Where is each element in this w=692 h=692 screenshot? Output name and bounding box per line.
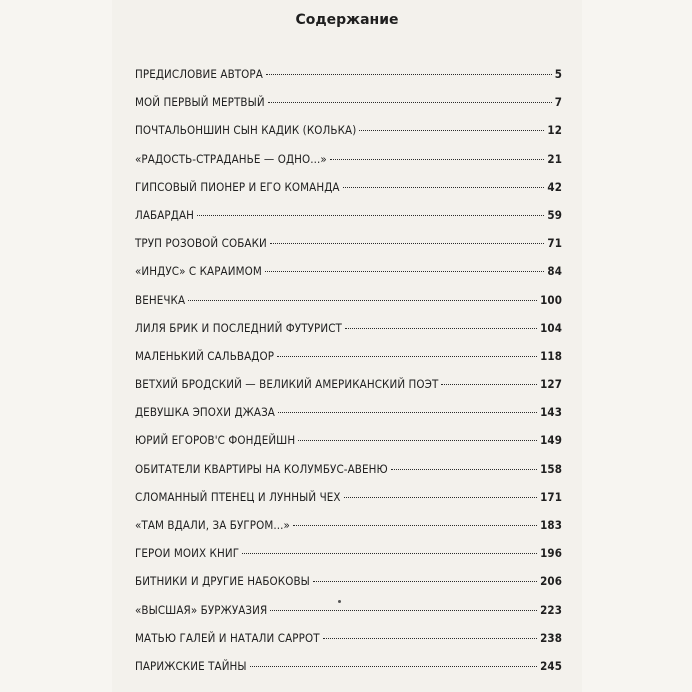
toc-entry-title: ЮРИЙ ЕГОРОВ'С ФОНДЕЙШН <box>135 433 296 448</box>
dot-leader <box>197 215 544 216</box>
dot-leader <box>330 159 545 160</box>
dot-leader <box>293 525 537 526</box>
toc-entry-page-number: 127 <box>540 377 562 392</box>
dot-leader <box>323 638 537 639</box>
toc-entry-page-number: 21 <box>547 151 562 166</box>
dot-leader <box>266 74 552 75</box>
dot-leader <box>343 187 545 188</box>
dot-leader <box>242 553 537 554</box>
toc-entry-title: ПРЕДИСЛОВИЕ АВТОРА <box>135 67 263 81</box>
toc-entry <box>135 229 562 257</box>
dot-leader <box>298 440 537 441</box>
toc-entry-title: ВЕНЕЧКА <box>135 292 186 307</box>
dot-leader <box>268 102 552 103</box>
toc-entry-page-number: 206 <box>540 574 562 589</box>
toc-entry-page-number: 238 <box>540 630 562 645</box>
toc-entry-page-number: 158 <box>540 461 562 476</box>
print-speck <box>338 600 341 603</box>
toc-entry <box>135 314 562 342</box>
toc-entry-title: ДЕВУШКА ЭПОХИ ДЖАЗА <box>135 405 275 420</box>
toc-entry <box>135 511 562 539</box>
toc-entry-page-number: 7 <box>554 95 562 110</box>
toc-entry-title: ПОЧТАЛЬОНШИН СЫН КАДИК (КОЛЬКА) <box>135 123 357 138</box>
toc-entry <box>135 116 562 144</box>
toc-entry-page-number: 42 <box>547 179 562 194</box>
toc-entry-page-number: 104 <box>540 320 562 335</box>
dot-leader <box>391 469 537 470</box>
toc-entry-page-number: 100 <box>540 292 562 307</box>
toc-entry-title: ПАРИЖСКИЕ ТАЙНЫ <box>135 658 247 673</box>
toc-entry <box>135 88 562 116</box>
toc-entry-title: ТРУП РОЗОВОЙ СОБАКИ <box>135 236 267 251</box>
toc-entry <box>135 567 562 595</box>
toc-entry <box>135 398 562 426</box>
toc-entry <box>135 652 562 680</box>
toc-entry-page-number: 183 <box>540 518 562 532</box>
toc-entry-page-number: 143 <box>540 405 562 420</box>
toc-entry <box>135 624 562 652</box>
dot-leader <box>313 581 537 582</box>
toc-entry-title: «РАДОСТЬ-СТРАДАНЬЕ — ОДНО...» <box>135 151 327 166</box>
toc-entry <box>135 539 562 567</box>
toc-entry-title: ЛИЛЯ БРИК И ПОСЛЕДНИЙ ФУТУРИСТ <box>135 320 342 335</box>
toc-entry <box>135 286 562 314</box>
toc-entry-title: МАЛЕНЬКИЙ САЛЬВАДОР <box>135 348 275 363</box>
toc-entry <box>135 60 562 88</box>
dot-leader <box>359 130 544 131</box>
toc-entry <box>135 257 562 285</box>
toc-entry-title: ЛАБАРДАН <box>135 207 195 222</box>
toc-entry <box>135 455 562 483</box>
toc-entry-page-number: 223 <box>540 602 562 617</box>
page-title: Содержание <box>295 12 399 28</box>
toc-entry-page-number: 118 <box>540 348 562 363</box>
toc-entry-page-number: 245 <box>540 658 562 673</box>
dot-leader <box>345 328 537 329</box>
toc-entry <box>135 173 562 201</box>
toc-entry-title: МАТЬЮ ГАЛЕЙ И НАТАЛИ САРРОТ <box>135 630 320 645</box>
toc-entry <box>135 145 562 173</box>
dot-leader <box>278 412 537 413</box>
toc-entry-title: «ТАМ ВДАЛИ, ЗА БУГРОМ...» <box>135 518 290 532</box>
book-page <box>112 0 582 692</box>
toc-entry-page-number: 59 <box>547 207 562 222</box>
toc-entry-title: МОЙ ПЕРВЫЙ МЕРТВЫЙ <box>135 95 265 110</box>
toc-entry-title: ГИПСОВЫЙ ПИОНЕР И ЕГО КОМАНДА <box>135 179 340 194</box>
toc-entry-page-number: 5 <box>554 67 562 81</box>
toc-entry-page-number: 149 <box>540 433 562 448</box>
toc-entry-page-number: 171 <box>540 489 562 504</box>
toc-entry <box>135 201 562 229</box>
toc-entry-page-number: 196 <box>540 546 562 561</box>
toc-entry <box>135 483 562 511</box>
toc-entry <box>135 426 562 454</box>
dot-leader <box>270 610 537 611</box>
toc-entry <box>135 596 562 624</box>
toc-entry-title: «ВЫСШАЯ» БУРЖУАЗИЯ <box>135 602 268 617</box>
toc-entry-title: ВЕТХИЙ БРОДСКИЙ — ВЕЛИКИЙ АМЕРИКАНСКИЙ ПОЭТ <box>135 377 439 392</box>
toc-entry-title: «ИНДУС» С КАРАИМОМ <box>135 264 262 279</box>
dot-leader <box>265 271 545 272</box>
dot-leader <box>270 243 545 244</box>
toc-entry-title: ГЕРОИ МОИХ КНИГ <box>135 546 240 561</box>
dot-leader <box>277 356 537 357</box>
table-of-contents <box>135 60 562 680</box>
dot-leader <box>344 497 538 498</box>
toc-entry-page-number: 12 <box>547 123 562 138</box>
toc-entry <box>135 342 562 370</box>
toc-entry <box>135 370 562 398</box>
toc-entry-title: БИТНИКИ И ДРУГИЕ НАБОКОВЫ <box>135 574 310 589</box>
dot-leader <box>441 384 537 385</box>
toc-entry-title: ОБИТАТЕЛИ КВАРТИРЫ НА КОЛУМБУС-АВЕНЮ <box>135 461 388 476</box>
toc-entry-page-number: 71 <box>547 236 562 251</box>
toc-entry-page-number: 84 <box>547 264 562 279</box>
dot-leader <box>188 300 537 301</box>
toc-entry-title: СЛОМАННЫЙ ПТЕНЕЦ И ЛУННЫЙ ЧЕХ <box>135 489 341 504</box>
dot-leader <box>250 666 537 667</box>
